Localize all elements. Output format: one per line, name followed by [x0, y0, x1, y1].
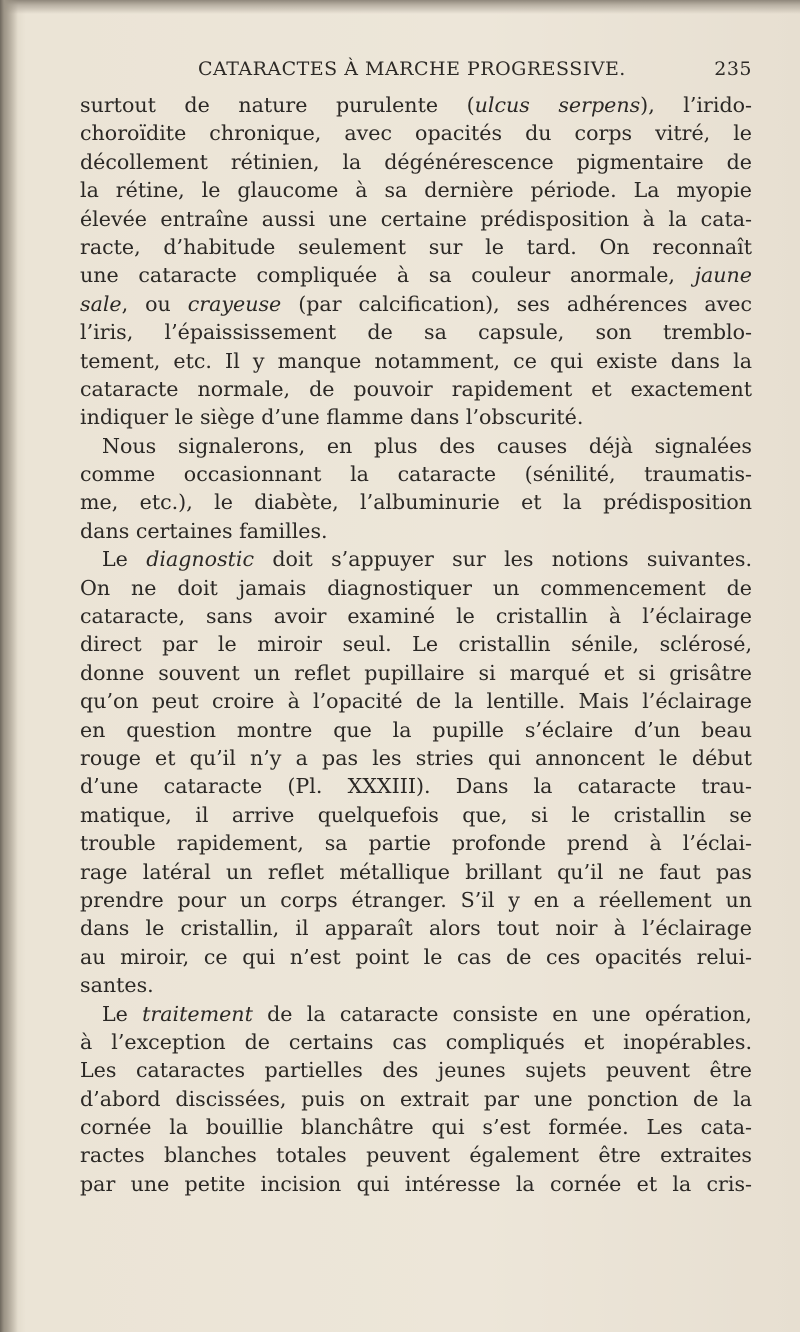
text-line: d’abord discissées, puis on extrait par une ponction de la — [80, 1086, 752, 1111]
text-line: rage latéral un reflet métallique brillant qu’il ne faut pas — [80, 859, 752, 884]
text-line: une cataracte compliquée à sa couleur anormale, jaune — [80, 263, 752, 288]
text-line: ractes blanches totales peuvent également être extraites — [80, 1143, 752, 1168]
text-line: en question montre que la pupille s’éclaire d’un beau — [80, 717, 752, 742]
text-line: comme occasionnant la cataracte (sénilité, traumatis- — [80, 462, 752, 487]
text-line: direct par le miroir seul. Le cristallin sénile, sclérosé, — [80, 632, 752, 657]
text-line-paragraph-end: dans certaines familles. — [80, 518, 328, 543]
text-line: rouge et qu’il n’y a pas les stries qui annoncent le début — [80, 745, 752, 770]
text-line: On ne doit jamais diagnostiquer un commencement de — [80, 575, 752, 600]
text-line-paragraph-start: Le diagnostic doit s’appuyer sur les notions suivantes. — [102, 547, 752, 572]
text-line-paragraph-start: Nous signalerons, en plus des causes déjà signalées — [102, 433, 752, 458]
text-line: dans le cristallin, il apparaît alors tout noir à l’éclairage — [80, 916, 752, 941]
text-line: qu’on peut croire à l’opacité de la lentille. Mais l’éclairage — [80, 689, 752, 714]
text-line-paragraph-start: Le traitement de la cataracte consiste en une opération, — [102, 1001, 752, 1026]
text-line: cataracte, sans avoir examiné le cristallin à l’éclairage — [80, 604, 752, 629]
text-line-paragraph-end: indiquer le siège d’une flamme dans l’obscurité. — [80, 405, 584, 430]
page-top-shadow — [0, 0, 800, 14]
text-line: cornée la bouillie blanchâtre qui s’est formée. Les cata- — [80, 1115, 752, 1140]
text-line: sale, ou crayeuse (par calcification), ses adhérences avec — [80, 291, 752, 316]
text-line: surtout de nature purulente (ulcus serpens), l’irido- — [80, 93, 752, 117]
text-line: à l’exception de certains cas compliqués et inopérables. — [80, 1029, 752, 1054]
text-line: Les cataractes partielles des jeunes sujets peuvent être — [80, 1058, 752, 1083]
text-line: cataracte normale, de pouvoir rapidement et exactement — [80, 376, 752, 401]
body-text — [80, 91, 752, 1198]
text-line: élevée entraîne aussi une certaine prédisposition à la cata- — [80, 206, 752, 231]
page-number: 235 — [714, 58, 752, 80]
text-line: par une petite incision qui intéresse la cornée et la cris- — [80, 1171, 752, 1196]
text-line: racte, d’habitude seulement sur le tard. On reconnaît — [80, 234, 752, 259]
running-title: CATARACTES À MARCHE PROGRESSIVE. — [198, 58, 626, 80]
text-line: donne souvent un reflet pupillaire si marqué et si grisâtre — [80, 660, 752, 685]
text-line: la rétine, le glaucome à sa dernière période. La myopie — [80, 178, 752, 203]
text-line: matique, il arrive quelquefois que, si le cristallin se — [80, 802, 752, 827]
text-line: trouble rapidement, sa partie profonde prend à l’éclai- — [80, 831, 752, 856]
text-line: au miroir, ce qui n’est point le cas de ces opacités relui- — [80, 944, 752, 969]
text-line: tement, etc. Il y manque notamment, ce qui existe dans la — [80, 348, 752, 373]
text-line: décollement rétinien, la dégénérescence pigmentaire de — [80, 149, 752, 174]
running-head — [80, 58, 752, 84]
text-line: choroïdite chronique, avec opacités du corps vitré, le — [80, 121, 752, 146]
text-line: me, etc.), le diabète, l’albuminurie et la prédisposition — [80, 490, 752, 515]
text-line: prendre pour un corps étranger. S’il y en a réellement un — [80, 887, 752, 912]
text-line: d’une cataracte (Pl. XXXIII). Dans la cataracte trau- — [80, 774, 752, 799]
text-line: l’iris, l’épaississement de sa capsule, son tremblo- — [80, 320, 752, 345]
page-binding-edge — [0, 0, 18, 1332]
text-line-paragraph-end: santes. — [80, 973, 154, 998]
